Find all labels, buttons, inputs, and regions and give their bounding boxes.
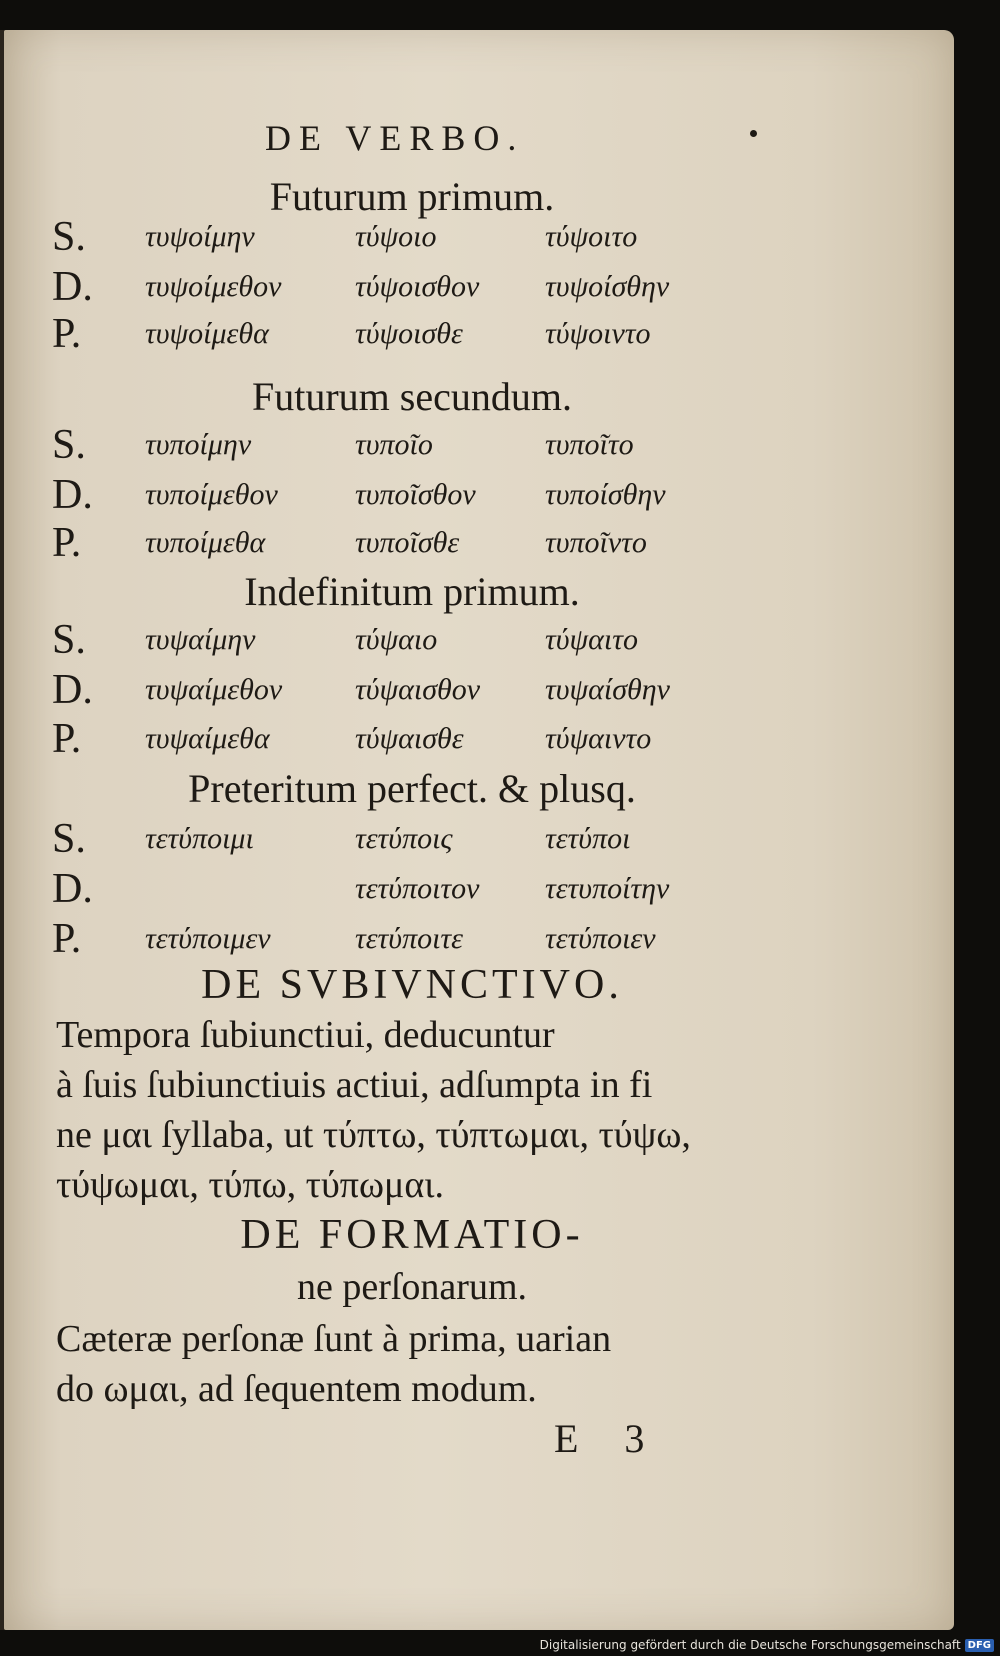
paradigm-row <box>0 814 1000 864</box>
greek-form: τυποῖσθε <box>355 526 460 559</box>
paradigm-row <box>0 309 1000 359</box>
number-label: P. <box>52 716 82 762</box>
paradigm-row <box>0 864 1000 914</box>
digitization-credit <box>540 1638 994 1652</box>
greek-form: τύψαιο <box>355 623 438 656</box>
section-heading-subiunctivo: DE SVBIVNCTIVO. <box>201 962 623 1008</box>
text-line: Cæteræ perſonæ ſunt à prima, uarian <box>56 1318 612 1360</box>
greek-form: τύψαιντο <box>545 722 652 755</box>
paradigm-row <box>0 615 1000 665</box>
number-label: D. <box>52 667 93 713</box>
section-heading-formatione: DE FORMATIO- <box>240 1212 584 1258</box>
greek-form: τυψαίμην <box>145 623 256 656</box>
greek-form: τυποῖντο <box>545 526 647 559</box>
greek-form: τυψοίσθην <box>545 270 670 303</box>
greek-form: τυποῖτο <box>545 428 634 461</box>
number-label: S. <box>52 816 86 862</box>
paradigm-row <box>0 518 1000 568</box>
greek-form: τύψαιτο <box>545 623 638 656</box>
paradigm-row <box>0 714 1000 764</box>
greek-form: τύψοισθε <box>355 317 463 350</box>
number-label: D. <box>52 866 93 912</box>
tense-title-futurum-primum: Futurum primum. <box>269 174 555 219</box>
number-label: S. <box>52 617 86 663</box>
paradigm-row <box>0 914 1000 964</box>
greek-form: τυψαίμεθον <box>145 673 283 706</box>
number-label: P. <box>52 520 82 566</box>
greek-form: τύψαισθε <box>355 722 464 755</box>
greek-form: τύψοιντο <box>545 317 651 350</box>
greek-form: τυψοίμεθα <box>145 317 269 350</box>
paradigm-row <box>0 262 1000 312</box>
ink-dot <box>750 130 757 137</box>
paradigm-row <box>0 470 1000 520</box>
tense-title-futurum-secundum: Futurum secundum. <box>252 374 572 419</box>
greek-form: τυποίμην <box>145 428 252 461</box>
number-label: S. <box>52 214 86 260</box>
greek-form: τετύποιεν <box>545 922 656 955</box>
running-head: DE VERBO. <box>265 118 525 158</box>
greek-form: τυποίσθην <box>545 478 666 511</box>
greek-form: τετύποιμι <box>145 822 254 855</box>
greek-form: τυψοίμεθον <box>145 270 282 303</box>
tense-title-indefinitum-primum: Indefinitum primum. <box>244 569 580 614</box>
paradigm-row <box>0 212 1000 262</box>
greek-form: τύψοιο <box>355 220 437 253</box>
greek-form: τύψαισθον <box>355 673 481 706</box>
greek-form: τυποῖσθον <box>355 478 476 511</box>
text-line: ne μαι ſyllaba, ut τύπτω, τύπτωμαι, τύψω, <box>56 1114 691 1156</box>
number-label: P. <box>52 311 82 357</box>
greek-form: τυψαίμεθα <box>145 722 270 755</box>
greek-form: τυψαίσθην <box>545 673 670 706</box>
text-line: Tempora ſubiunctiui, deducuntur <box>56 1014 555 1056</box>
greek-form: τετύποιτε <box>355 922 463 955</box>
number-label: D. <box>52 472 93 518</box>
greek-form: τυποῖο <box>355 428 433 461</box>
greek-form: τετύποις <box>355 822 453 855</box>
greek-form: τετύποι <box>545 822 631 855</box>
greek-form: τυψοίμην <box>145 220 255 253</box>
greek-form: τετύποιτον <box>355 872 480 905</box>
greek-form: τετυποίτην <box>545 872 670 905</box>
greek-form: τύψοιτο <box>545 220 638 253</box>
text-line: do ωμαι, ad ſequentem modum. <box>56 1368 537 1410</box>
section-heading-formatione-cont: ne perſonarum. <box>296 1266 528 1308</box>
number-label: D. <box>52 264 93 310</box>
number-label: P. <box>52 916 82 962</box>
paradigm-row <box>0 420 1000 470</box>
greek-form: τετύποιμεν <box>145 922 271 955</box>
number-label: S. <box>52 422 86 468</box>
greek-form: τυποίμεθον <box>145 478 278 511</box>
greek-form: τυποίμεθα <box>145 526 266 559</box>
text-line: à ſuis ſubiunctiuis actiui, adſumpta in fi <box>56 1064 653 1106</box>
signature-mark: E 3 <box>554 1416 663 1461</box>
credit-text: Digitalisierung gefördert durch die Deutsche Forschungsgemeinschaft <box>539 1638 961 1652</box>
text-line: τύψωμαι, τύπω, τύπωμαι. <box>56 1164 444 1206</box>
greek-form: τύψοισθον <box>355 270 480 303</box>
dfg-logo: DFG <box>965 1639 994 1652</box>
paradigm-row <box>0 665 1000 715</box>
tense-title-preteritum: Preteritum perfect. & plusq. <box>188 766 636 811</box>
